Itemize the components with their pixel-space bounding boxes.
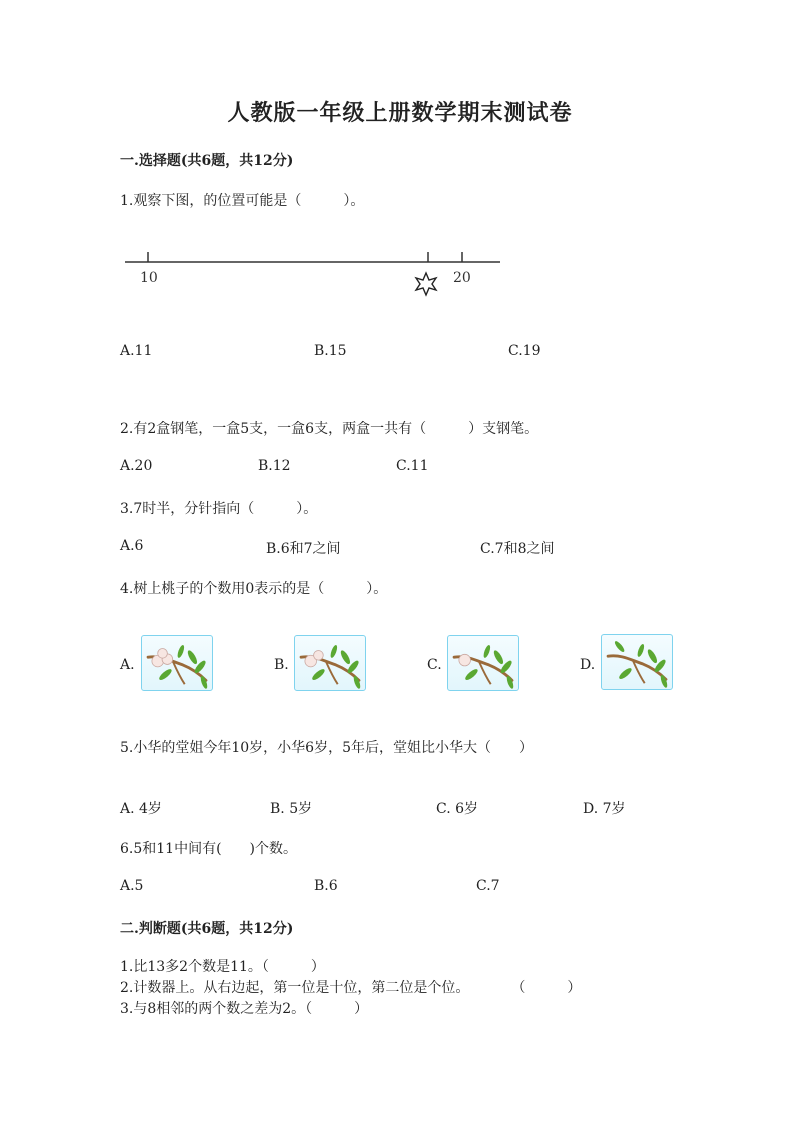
number-line-figure (120, 240, 520, 300)
question-1-text: 1.观察下图，的位置可能是（ ）。 (120, 193, 365, 209)
judge-item-2: 2.计数器上。从右边起，第一位是十位，第二位是个位。 （ ） (120, 980, 582, 996)
q4-option-b-label: B. (274, 657, 289, 673)
q5-option-b: B. 5岁 (270, 801, 313, 817)
q3-option-c: C.7和8之间 (480, 541, 555, 557)
tick-label-10: 10 (140, 270, 158, 286)
question-2-text: 2.有2盒钢笔，一盒5支，一盒6支，两盒一共有（ ）支钢笔。 (120, 421, 539, 437)
question-4-text: 4.树上桃子的个数用0表示的是（ ）。 (120, 581, 388, 597)
question-6-text: 6.5和11中间有( )个数。 (120, 841, 298, 857)
sun-icon (416, 273, 436, 295)
q1-option-b: B.15 (314, 343, 347, 359)
q5-option-d: D. 7岁 (583, 801, 626, 817)
q1-option-a: A.11 (120, 343, 153, 359)
q6-option-a: A.5 (120, 878, 144, 894)
peach-branch-picture-b (294, 635, 366, 691)
section-header-true-false: 二.判断题(共6题，共12分) (120, 921, 294, 937)
q2-option-c: C.11 (396, 458, 429, 474)
q3-option-a: A.6 (120, 538, 144, 554)
judge-item-1: 1.比13多2个数是11。（ ） (120, 959, 325, 975)
q2-option-a: A.20 (120, 458, 153, 474)
q1-option-c: C.19 (508, 343, 541, 359)
peach-branch-picture-c (447, 635, 519, 691)
question-3-text: 3.7时半，分针指向（ ）。 (120, 501, 318, 517)
q5-option-c: C. 6岁 (436, 801, 479, 817)
q6-option-b: B.6 (314, 878, 338, 894)
peach-branch-picture-a (141, 635, 213, 691)
q4-option-d-label: D. (580, 657, 596, 673)
q5-option-a: A. 4岁 (120, 801, 162, 817)
judge-item-3: 3.与8相邻的两个数之差为2。（ ） (120, 1001, 369, 1017)
section-header-choice: 一.选择题(共6题，共12分) (120, 153, 294, 169)
q2-option-b: B.12 (258, 458, 291, 474)
question-5-text: 5.小华的堂姐今年10岁，小华6岁，5年后，堂姐比小华大（ ） (120, 740, 533, 756)
tick-label-20: 20 (453, 270, 471, 286)
q6-option-c: C.7 (476, 878, 500, 894)
q3-option-b: B.6和7之间 (266, 541, 341, 557)
peach-branch-picture-d (601, 634, 673, 690)
number-line-svg (120, 240, 520, 300)
q4-option-a-label: A. (120, 657, 135, 673)
q4-option-c-label: C. (427, 657, 442, 673)
page-title: 人教版一年级上册数学期末测试卷 (227, 100, 573, 126)
